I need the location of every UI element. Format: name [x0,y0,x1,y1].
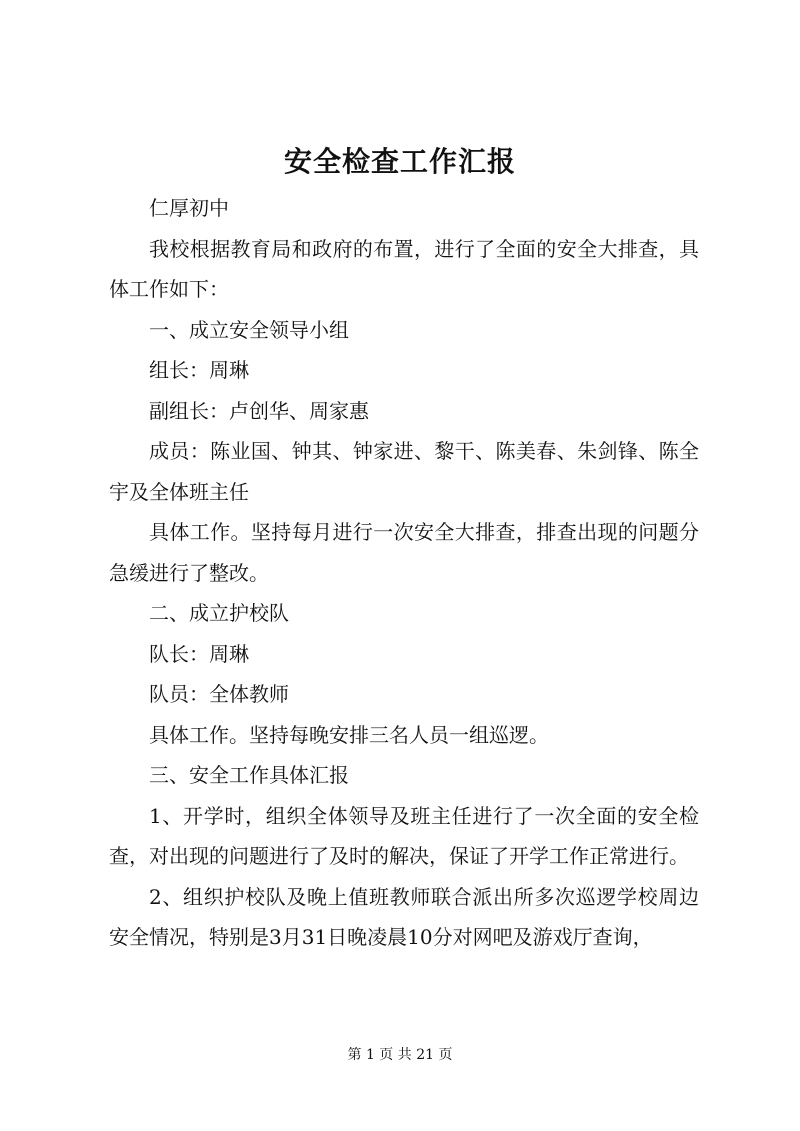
page-footer: 第 1 页 共 21 页 [347,1047,453,1063]
intro-paragraph: 我校根据教育局和政府的布置，进行了全面的安全大排查，具体工作如下： [109,236,699,301]
report-item-1: 1、开学时，组织全体领导及班主任进行了一次全面的安全检查，对出现的问题进行了及时的解决，保证了开学工作正常进行。 [109,803,699,868]
report-item-2: 2、组织护校队及晚上值班教师联合派出所多次巡逻学校周边安全情况，特别是3月31日晚凌晨10分对网吧及游戏厅查询， [109,884,699,949]
group-leader: 组长：周琳 [149,358,249,382]
section-heading-1: 一、成立安全领导小组 [149,317,349,342]
group-members: 成员：陈业国、钟其、钟家进、黎干、陈美春、朱剑锋、陈全宇及全体班主任 [109,439,699,504]
team-leader: 队长：周琳 [149,641,249,666]
work-description-2: 具体工作。坚持每晚安排三名人员一组巡逻。 [149,722,549,747]
document-title: 安全检查工作汇报 [283,145,516,178]
team-members: 队员：全体教师 [149,682,289,706]
school-name: 仁厚初中 [149,196,229,220]
section-heading-3: 三、安全工作具体汇报 [149,763,349,787]
deputy-leader: 副组长：卢创华、周家惠 [149,398,369,423]
section-heading-2: 二、成立护校队 [149,601,289,625]
document-body [109,188,699,958]
work-description-1: 具体工作。坚持每月进行一次安全大排查，排查出现的问题分急缓进行了整改。 [109,520,699,585]
